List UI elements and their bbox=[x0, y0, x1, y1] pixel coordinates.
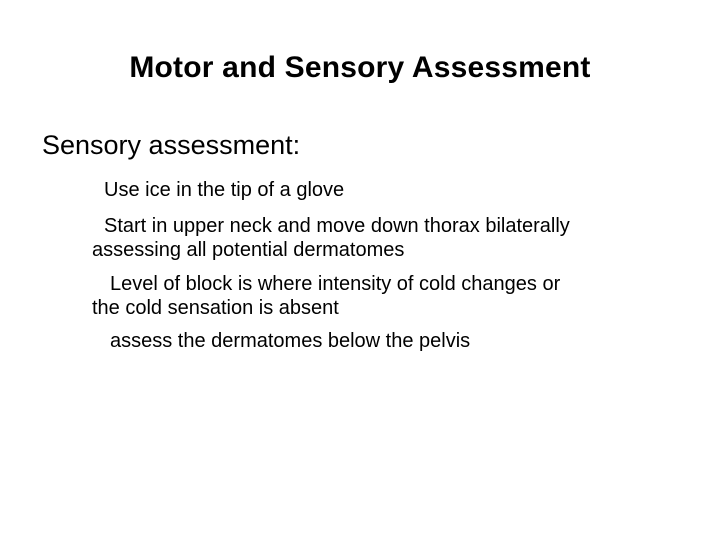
bullet-ice-glove: Use ice in the tip of a glove bbox=[104, 179, 345, 201]
bullet-start-upper-neck-continued: assessing all potential dermatomes bbox=[92, 239, 405, 261]
slide-title: Motor and Sensory Assessment bbox=[129, 51, 591, 84]
bullet-level-of-block-continued: the cold sensation is absent bbox=[92, 297, 339, 319]
section-heading: Sensory assessment: bbox=[42, 130, 301, 160]
bullet-start-upper-neck: Start in upper neck and move down thorax bilaterally bbox=[104, 215, 570, 237]
bullet-assess-below-pelvis: assess the dermatomes below the pelvis bbox=[110, 330, 471, 352]
bullet-level-of-block: Level of block is where intensity of cold changes or bbox=[110, 273, 561, 295]
